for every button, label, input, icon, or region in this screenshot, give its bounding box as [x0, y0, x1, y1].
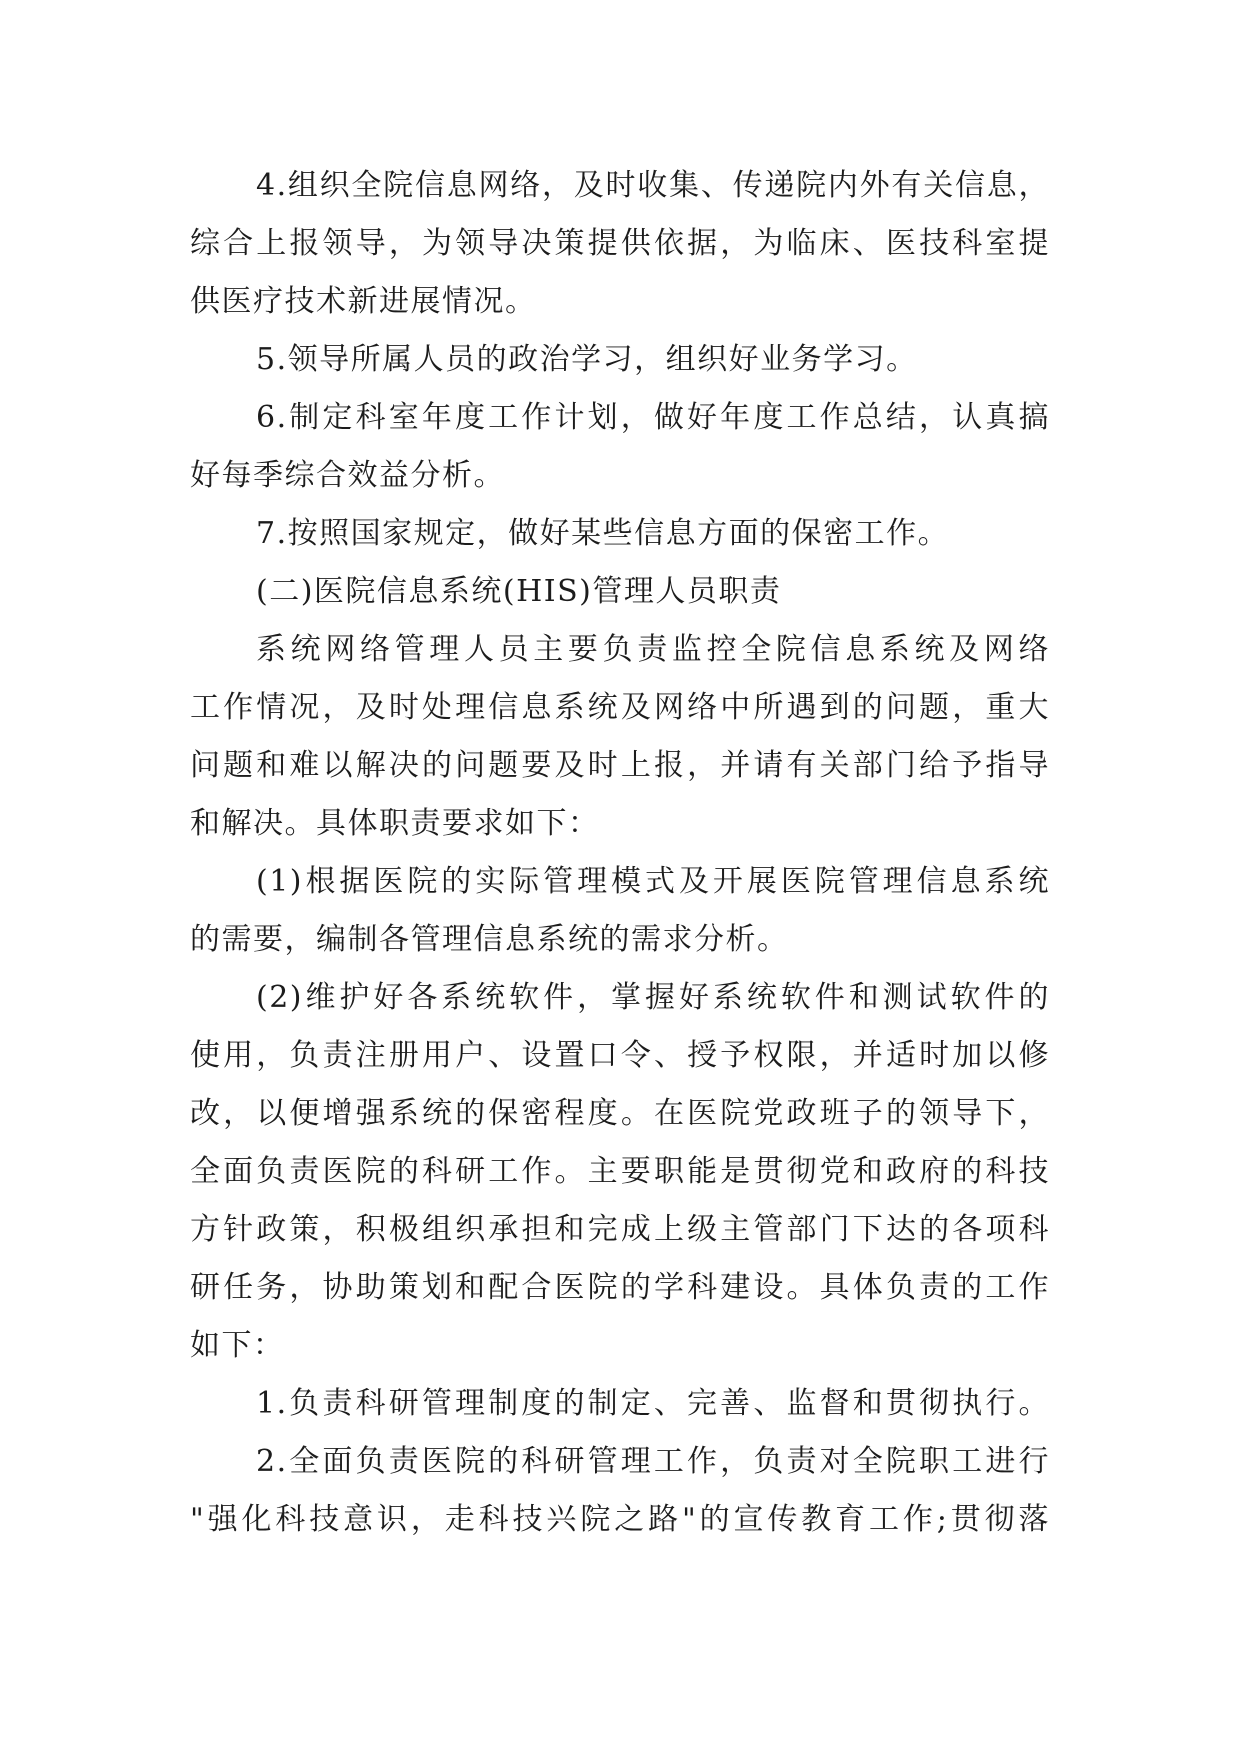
list-item-6	[190, 389, 1050, 505]
text-line: 改，以便增强系统的保密程度。在医院党政班子的领导下，	[190, 1096, 1050, 1131]
text-line: 供医疗技术新进展情况。	[190, 284, 537, 319]
text-line: 方针政策，积极组织承担和完成上级主管部门下达的各项科	[190, 1212, 1050, 1247]
duty-item-2	[190, 969, 1050, 1375]
section-heading	[190, 563, 1050, 621]
text-line: "强化科技意识，走科技兴院之路"的宣传教育工作;贯彻落	[190, 1502, 1050, 1537]
list-item-4	[190, 157, 1050, 331]
text-line: 4.组织全院信息网络，及时收集、传递院内外有关信息，	[256, 168, 1050, 203]
list-item-5	[190, 331, 1050, 389]
duty-item-1	[190, 853, 1050, 969]
text-line: 和解决。具体职责要求如下：	[190, 806, 600, 841]
text-line: (1)根据医院的实际管理模式及开展医院管理信息系统	[256, 864, 1050, 899]
text-line: 7.按照国家规定，做好某些信息方面的保密工作。	[256, 516, 950, 551]
intro-paragraph	[190, 621, 1050, 853]
text-line: 研任务，协助策划和配合医院的学科建设。具体负责的工作	[190, 1270, 1050, 1305]
text-line: 2.全面负责医院的科研管理工作，负责对全院职工进行	[256, 1444, 1050, 1479]
text-line: 的需要，编制各管理信息系统的需求分析。	[190, 922, 789, 957]
text-line: 5.领导所属人员的政治学习，组织好业务学习。	[256, 342, 918, 377]
text-line: 6.制定科室年度工作计划，做好年度工作总结，认真搞	[256, 400, 1050, 435]
text-line: 工作情况，及时处理信息系统及网络中所遇到的问题，重大	[190, 690, 1050, 725]
text-line: (二)医院信息系统(HIS)管理人员职责	[256, 574, 782, 609]
text-line: 如下：	[190, 1328, 285, 1363]
text-line: 全面负责医院的科研工作。主要职能是贯彻党和政府的科技	[190, 1154, 1050, 1189]
document-body	[190, 157, 1050, 1549]
list-item-7	[190, 505, 1050, 563]
text-line: 使用，负责注册用户、设置口令、授予权限，并适时加以修	[190, 1038, 1050, 1073]
research-item-1	[190, 1375, 1050, 1433]
text-line: 综合上报领导，为领导决策提供依据，为临床、医技科室提	[190, 226, 1050, 261]
text-line: 问题和难以解决的问题要及时上报，并请有关部门给予指导	[190, 748, 1050, 783]
text-line: (2)维护好各系统软件，掌握好系统软件和测试软件的	[256, 980, 1050, 1015]
text-line: 好每季综合效益分析。	[190, 458, 505, 493]
text-line: 系统网络管理人员主要负责监控全院信息系统及网络	[256, 632, 1050, 667]
research-item-2	[190, 1433, 1050, 1549]
text-line: 1.负责科研管理制度的制定、完善、监督和贯彻执行。	[256, 1386, 1050, 1421]
